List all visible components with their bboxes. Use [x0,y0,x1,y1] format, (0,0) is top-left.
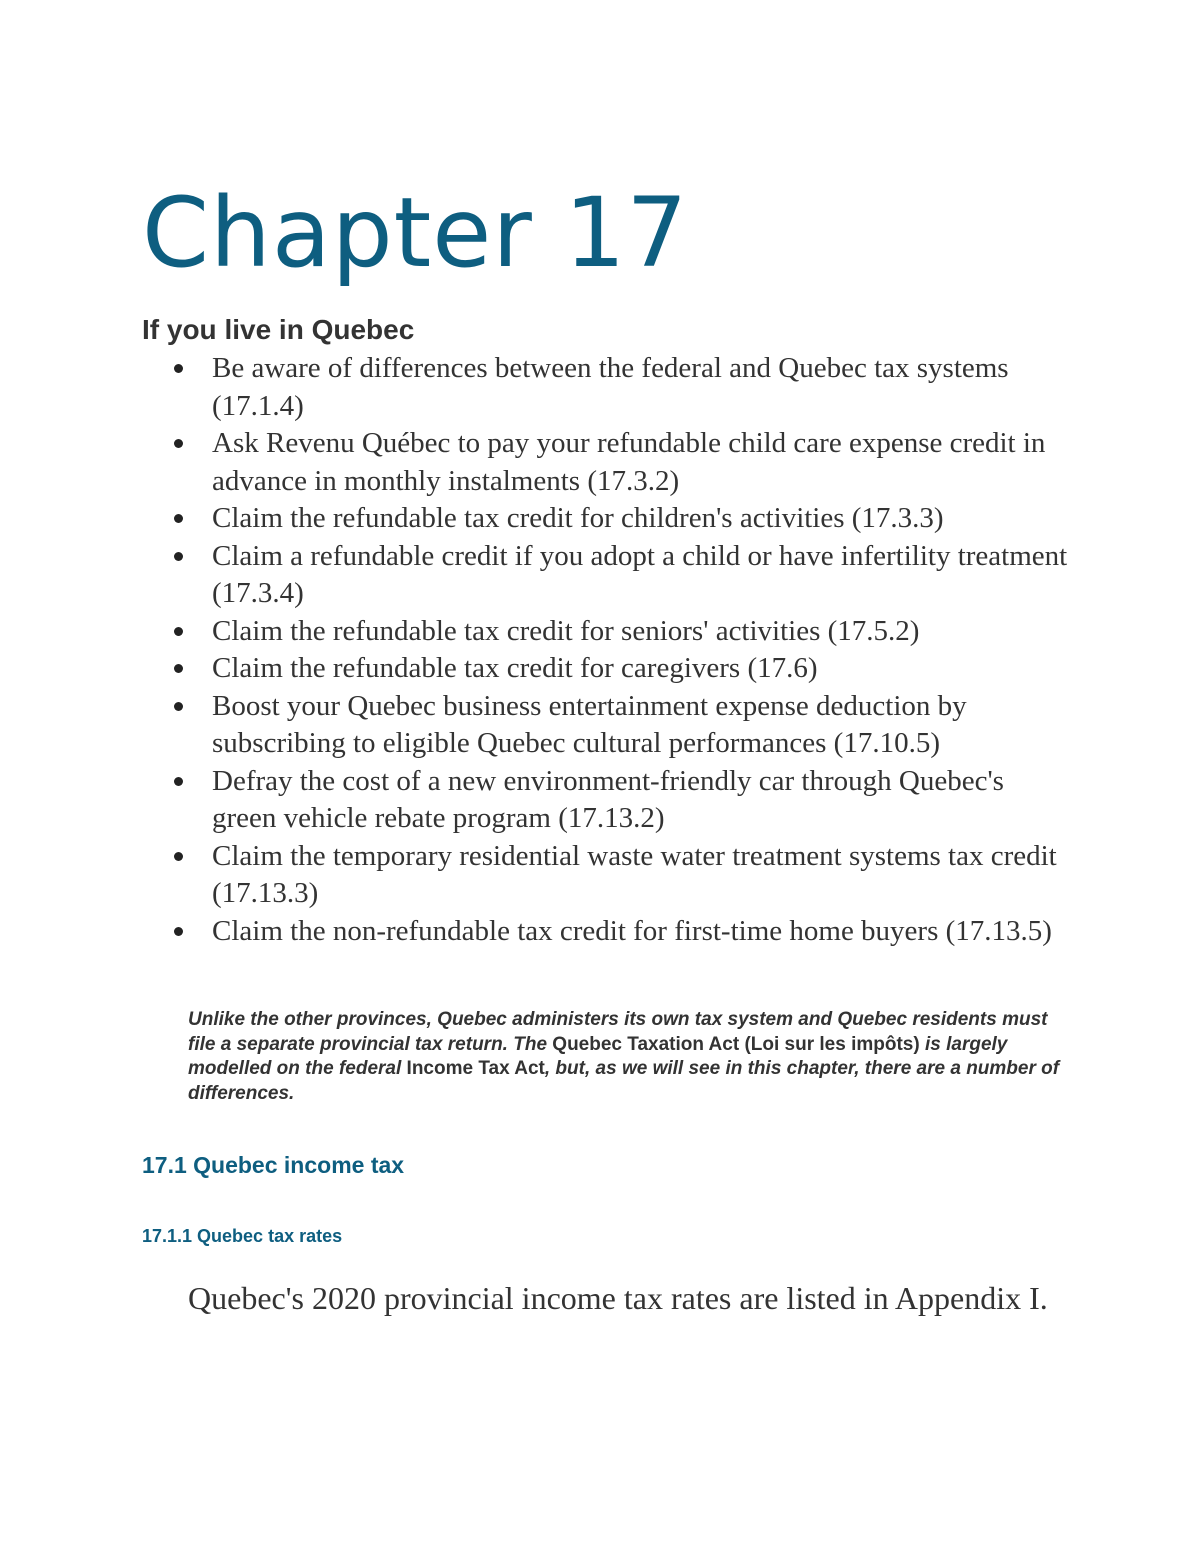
intro-text: , but, as we will see in this chapter, there are a number of differences. [188,1058,1060,1104]
list-item [172,538,1072,613]
act-title: Quebec Taxation Act (Loi sur les impôts) [552,1033,920,1055]
list-item-text: Ask Revenu Québec to pay your refundable child care expense credit in advance in monthly instalments (17.3.2) [212,427,1046,497]
intro-paragraph [188,1008,1068,1106]
list-item-text: Defray the cost of a new environment-friendly car through Quebec's green vehicle rebate program (17.13.2) [212,764,1004,834]
bullet-icon [174,514,183,523]
bullet-icon [174,439,183,448]
list-item [172,613,1072,651]
list-item [172,838,1072,913]
list-item-text: Boost your Quebec business entertainment expense deduction by subscribing to eligible Quebec cultural performances (17.10.5) [212,689,967,759]
bullet-icon [174,927,183,936]
intro-text: Unlike the other provinces, Quebec administers its own tax system and Quebec residents must file a separate provincial tax return. The [188,1009,1048,1055]
bullet-icon [174,702,183,711]
bullet-icon [174,364,183,373]
intro-text: is largely modelled on the federal [188,1033,1008,1079]
section-heading-17-1: 17.1 Quebec income tax [142,1152,405,1178]
bullet-icon [174,552,183,561]
list-item-text: Claim the refundable tax credit for caregivers (17.6) [212,652,818,684]
bullet-icon [174,777,183,786]
section-heading: If you live in Quebec [142,314,415,345]
list-item [172,500,1072,538]
act-title: Income Tax Act [406,1058,545,1079]
key-points-list [172,350,1072,950]
list-item [172,763,1072,838]
list-item [172,688,1072,763]
list-item-text: Claim the refundable tax credit for children's activities (17.3.3) [212,502,944,534]
chapter-title: Chapter 17 [142,177,689,289]
bullet-icon [174,627,183,636]
list-item-text: Claim a refundable credit if you adopt a child or have infertility treatment (17.3.4) [212,539,1068,609]
list-item-text: Claim the temporary residential waste water treatment systems tax credit (17.13.3) [212,839,1057,909]
list-item-text: Be aware of differences between the federal and Quebec tax systems (17.1.4) [212,352,1009,422]
list-item-text: Claim the non-refundable tax credit for first-time home buyers (17.13.5) [212,914,1052,947]
body-paragraph: Quebec's 2020 provincial income tax rates are listed in Appendix I. [188,1280,1048,1316]
subsection-heading-17-1-1: 17.1.1 Quebec tax rates [142,1226,343,1246]
list-item-text: Claim the refundable tax credit for seniors' activities (17.5.2) [212,614,920,647]
list-item [172,913,1072,951]
bullet-icon [174,664,183,673]
list-item [172,350,1072,425]
list-item [172,425,1072,500]
bullet-icon [174,852,183,861]
list-item [172,650,1072,688]
